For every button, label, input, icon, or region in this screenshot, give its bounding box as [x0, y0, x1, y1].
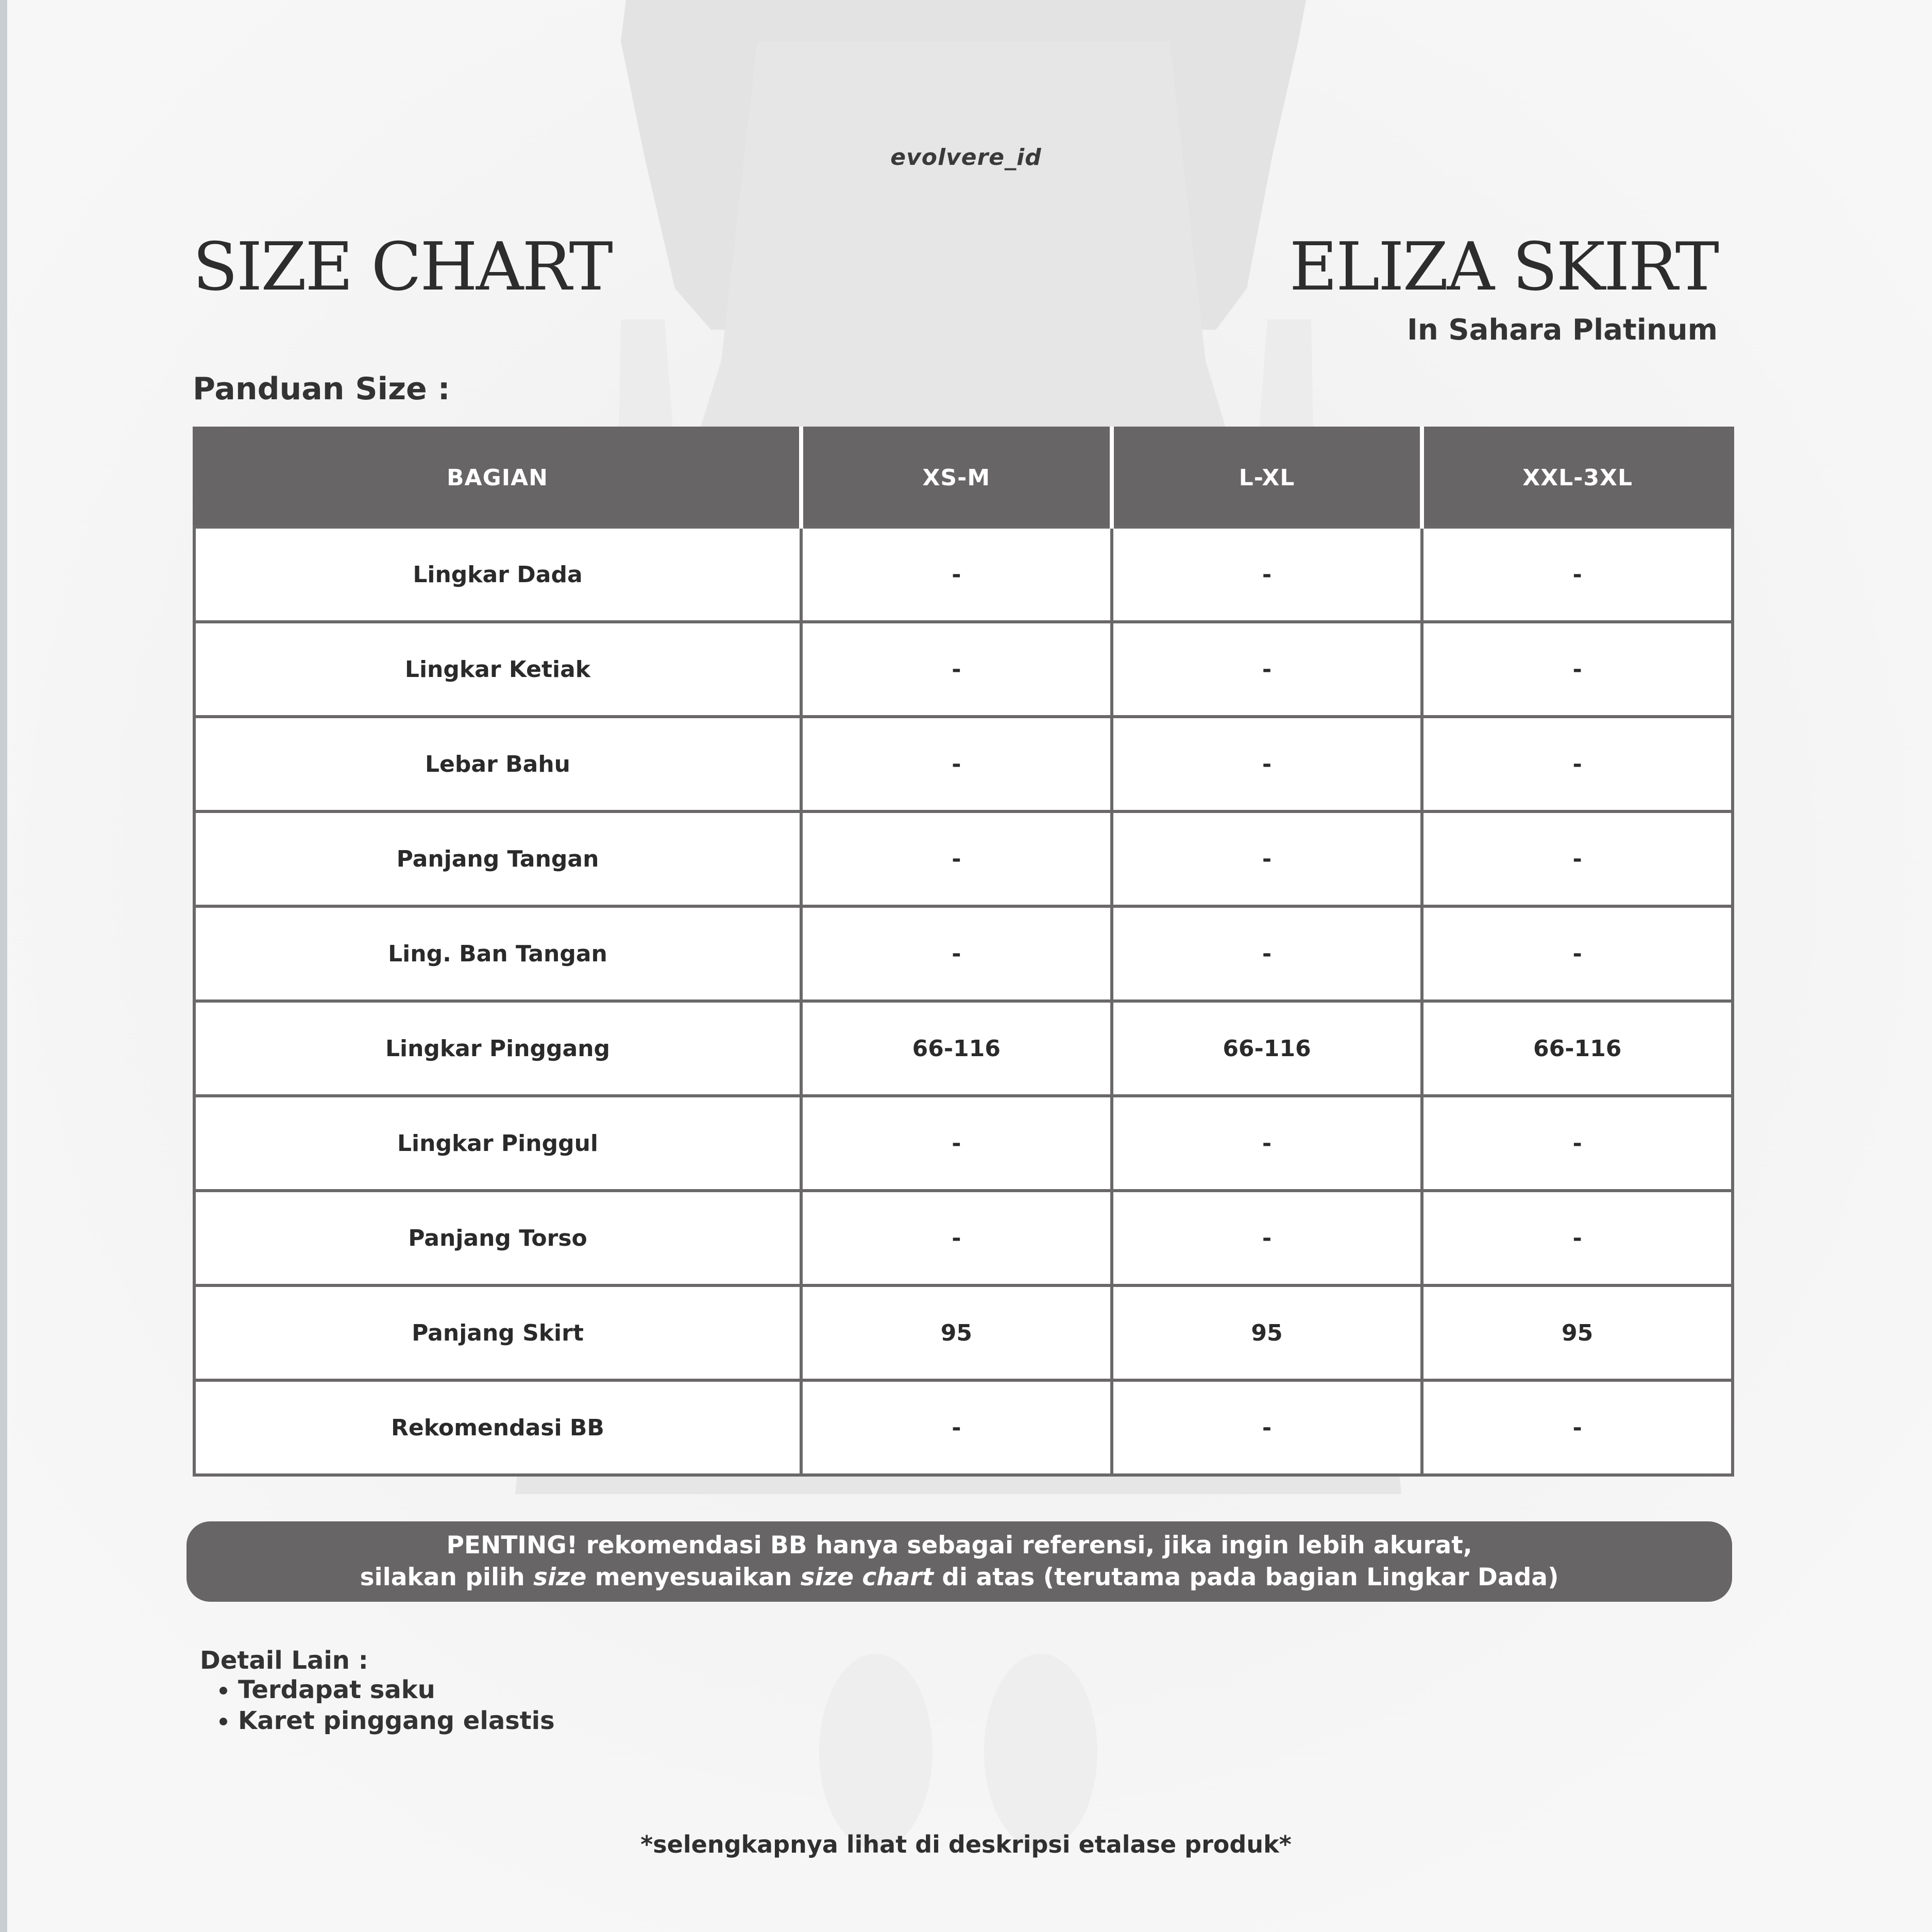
row-label: Lingkar Pinggul: [194, 1096, 801, 1191]
column-header-xs-m: XS-M: [801, 428, 1112, 527]
row-label: Lingkar Ketiak: [194, 622, 801, 717]
cell-value: -: [1422, 717, 1733, 811]
row-label: Panjang Skirt: [194, 1285, 801, 1380]
column-header-part: BAGIAN: [194, 428, 801, 527]
cell-value: -: [1112, 527, 1422, 622]
cell-value: -: [1112, 811, 1422, 906]
note-line-2: [360, 1562, 1559, 1594]
row-label: Ling. Ban Tangan: [194, 906, 801, 1001]
size-guide-label: Panduan Size :: [193, 371, 450, 407]
cell-value: 95: [1422, 1285, 1733, 1380]
table-row: [194, 717, 1733, 811]
product-name: ELIZA SKIRT: [1289, 229, 1718, 306]
cell-value: -: [1112, 1191, 1422, 1285]
cell-value: -: [1422, 1191, 1733, 1285]
table-row: [194, 527, 1733, 622]
cell-value: -: [1422, 811, 1733, 906]
table-row: [194, 1096, 1733, 1191]
cell-value: -: [1112, 906, 1422, 1001]
table-row: [194, 906, 1733, 1001]
list-item: • Karet pinggang elastis: [238, 1705, 555, 1736]
cell-value: 95: [1112, 1285, 1422, 1380]
note-emphasis: size: [533, 1563, 587, 1591]
table-row: [194, 1285, 1733, 1380]
note-line-1: PENTING! rekomendasi BB hanya sebagai referensi, jika ingin lebih akurat,: [446, 1531, 1472, 1560]
table-header-row: [194, 428, 1733, 527]
cell-value: -: [801, 811, 1112, 906]
cell-value: -: [1422, 1380, 1733, 1475]
table-row: [194, 622, 1733, 717]
note-text: di atas (terutama pada bagian Lingkar Dada): [934, 1563, 1559, 1591]
row-label: Lingkar Dada: [194, 527, 801, 622]
product-variant: In Sahara Platinum: [1407, 313, 1718, 347]
cell-value: -: [801, 1380, 1112, 1475]
cell-value: -: [801, 622, 1112, 717]
page-title: SIZE CHART: [193, 229, 612, 306]
row-label: Panjang Torso: [194, 1191, 801, 1285]
table-row: [194, 811, 1733, 906]
cell-value: -: [801, 527, 1112, 622]
column-header-l-xl: L-XL: [1112, 428, 1422, 527]
table-row: [194, 1001, 1733, 1096]
cell-value: 66-116: [801, 1001, 1112, 1096]
cell-value: 66-116: [1112, 1001, 1422, 1096]
cell-value: -: [1112, 1380, 1422, 1475]
row-label: Rekomendasi BB: [194, 1380, 801, 1475]
cell-value: -: [801, 1096, 1112, 1191]
cell-value: -: [1422, 622, 1733, 717]
table-row: [194, 1191, 1733, 1285]
note-text: menyesuaikan: [586, 1563, 801, 1591]
footer-note: *selengkapnya lihat di deskripsi etalase produk*: [640, 1831, 1292, 1858]
cell-value: -: [1112, 1096, 1422, 1191]
note-emphasis: size chart: [800, 1563, 934, 1591]
cell-value: -: [1112, 717, 1422, 811]
row-label: Lingkar Pinggang: [194, 1001, 801, 1096]
size-chart-table: [193, 427, 1734, 1477]
list-item: • Terdapat saku: [238, 1674, 555, 1705]
cell-value: 66-116: [1422, 1001, 1733, 1096]
cell-value: -: [801, 717, 1112, 811]
column-header-xxl-3xl: XXL-3XL: [1422, 428, 1733, 527]
row-label: Lebar Bahu: [194, 717, 801, 811]
important-note-banner: [187, 1521, 1732, 1602]
brand-handle: evolvere_id: [890, 144, 1042, 171]
cell-value: -: [1422, 906, 1733, 1001]
cell-value: -: [801, 906, 1112, 1001]
cell-value: -: [1112, 622, 1422, 717]
table-row: [194, 1380, 1733, 1475]
cell-value: -: [1422, 1096, 1733, 1191]
cell-value: -: [801, 1191, 1112, 1285]
details-list: [200, 1674, 555, 1736]
cell-value: -: [1422, 527, 1733, 622]
row-label: Panjang Tangan: [194, 811, 801, 906]
cell-value: 95: [801, 1285, 1112, 1380]
note-text: silakan pilih: [360, 1563, 534, 1591]
details-title: Detail Lain :: [200, 1646, 368, 1675]
